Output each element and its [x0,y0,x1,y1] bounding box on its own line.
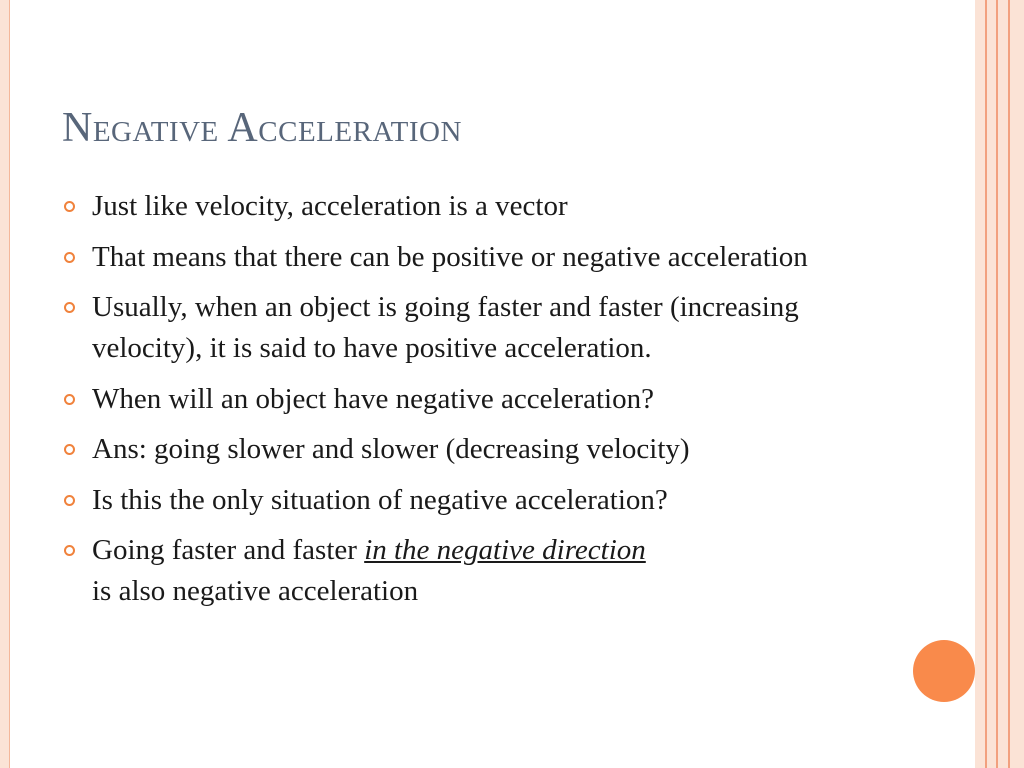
bullet-circle-icon [64,201,75,212]
bullet-item [64,186,894,227]
right-border-line [985,0,987,768]
bullet-text: Is this the only situation of negative acceleration? [92,483,668,516]
bullet-text: Usually, when an object is going faster and faster (increasing velocity), it is said to have positive acceleration. [92,291,799,364]
bullet-text-end: is also negative acceleration [92,575,419,607]
bullet-item [64,379,894,420]
left-border-decoration [0,0,10,768]
bullet-text: That means that there can be positive or negative acceleration [92,240,808,273]
right-border-line [1008,0,1010,768]
bullet-item [64,287,894,369]
bullet-item [64,237,894,278]
bullet-text-start: Going faster and faster [92,534,365,566]
bullet-circle-icon [64,444,75,455]
bullet-item [64,480,894,521]
bullet-text: Ans: going slower and slower (decreasing velocity) [92,433,690,465]
bullet-circle-icon [64,302,75,313]
right-border-line [996,0,998,768]
bullet-text: Just like velocity, acceleration is a vector [92,190,568,222]
bullet-circle-icon [64,545,75,556]
slide-title: Negative Acceleration [62,105,462,151]
bullet-list [64,186,894,622]
orange-circle-icon [913,640,975,702]
bullet-circle-icon [64,394,75,405]
bullet-item [64,429,894,470]
bullet-item [64,530,894,612]
right-border-decoration [975,0,1024,768]
bullet-circle-icon [64,495,75,506]
bullet-circle-icon [64,252,75,263]
bullet-text: When will an object have negative acceleration? [92,382,654,415]
emphasized-phrase: in the negative direction [364,534,646,566]
